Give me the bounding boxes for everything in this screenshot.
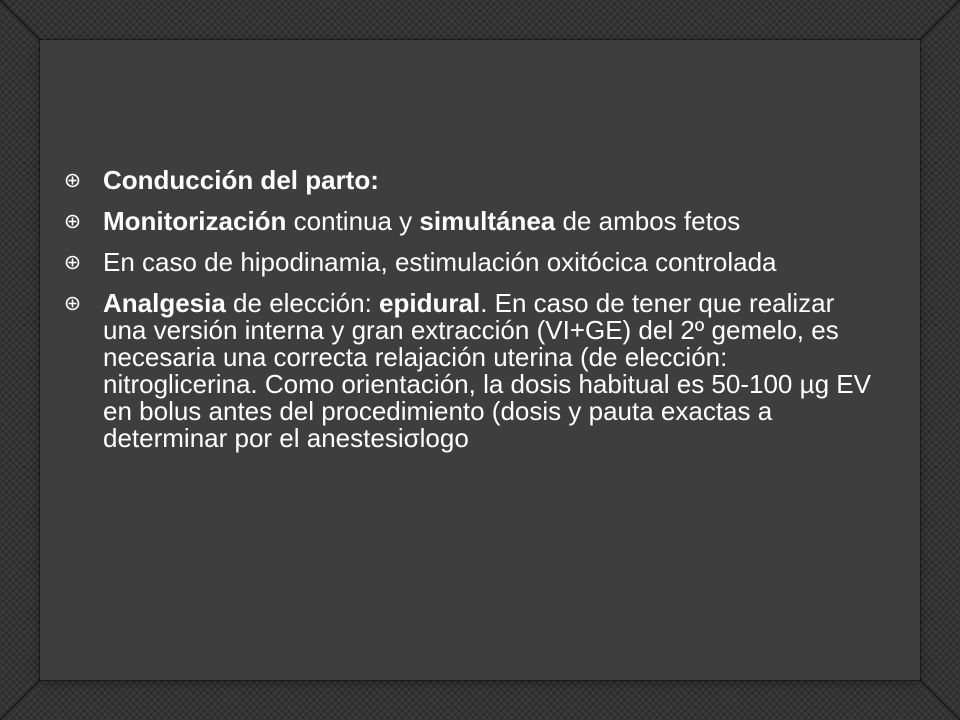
text-run: de ambos fetos bbox=[555, 206, 741, 236]
bullet-text bbox=[103, 288, 871, 453]
bold-text-run: Analgesia bbox=[103, 288, 226, 318]
bullet-text bbox=[103, 247, 777, 277]
bold-text-run: Monitorización bbox=[103, 206, 287, 236]
bullet-text bbox=[103, 165, 379, 195]
bullet-item bbox=[40, 249, 920, 276]
bullet-item bbox=[40, 290, 920, 452]
bold-text-run: Conducción del parto: bbox=[103, 165, 379, 195]
text-run: En caso de hipodinamia, estimulación oxitócica controlada bbox=[103, 247, 777, 277]
text-run: de elección: bbox=[225, 288, 380, 318]
bold-text-run: simultánea bbox=[419, 206, 556, 236]
text-run: continua y bbox=[286, 206, 420, 236]
bold-text-run: epidural bbox=[379, 288, 481, 318]
bullet-list bbox=[40, 167, 920, 466]
bullet-item bbox=[40, 208, 920, 235]
circle-plus-bullet-icon bbox=[65, 255, 80, 270]
circle-plus-bullet-icon bbox=[65, 296, 80, 311]
circle-plus-bullet-icon bbox=[65, 173, 80, 188]
bullet-item bbox=[40, 167, 920, 194]
circle-plus-bullet-icon bbox=[65, 214, 80, 229]
content-panel bbox=[40, 40, 920, 680]
bullet-text bbox=[103, 206, 740, 236]
text-run: . En caso de tener que realizar una versión interna y gran extracción (VI+GE) del 2º gemelo, es necesaria una correcta relajación uterina (de elección: nitroglicerina. Como orientación, la dosis habitual es 50-100 µg EV en bolus antes del procedimiento (dosis y pauta exactas a determinar por el anestesiσlogo bbox=[103, 288, 871, 453]
